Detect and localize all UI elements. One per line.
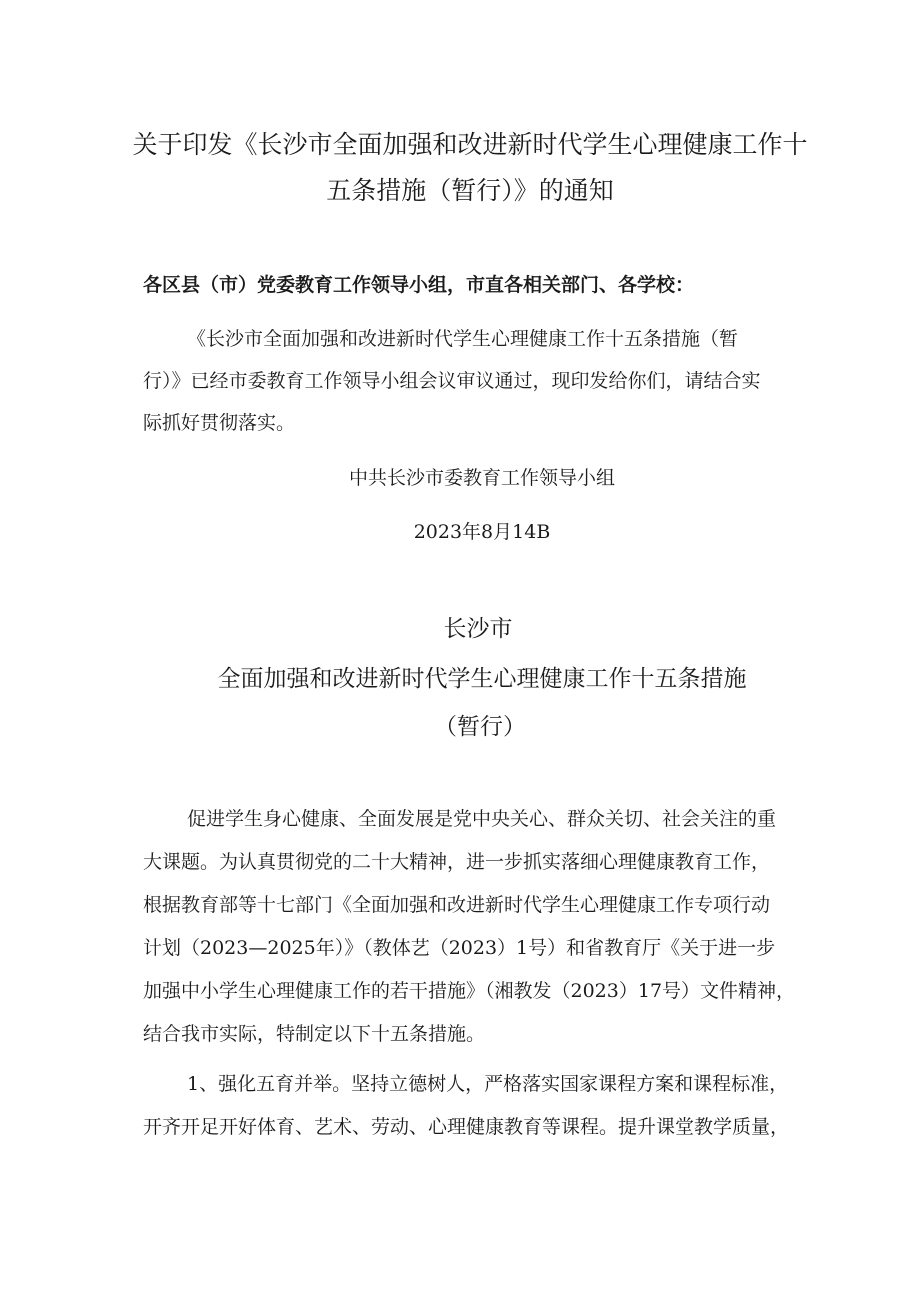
preamble-line: 结合我市实际，特制定以下十五条措施。 [143,1023,486,1045]
measure-1-paragraph [143,1063,833,1149]
notice-body-line: 际抓好贯彻落实。 [143,412,296,434]
document-body [143,798,833,1149]
notice-body-line: 行）》已经市委教育工作领导小组会议审议通过，现印发给你们，请结合实 [143,370,761,392]
preamble-paragraph [143,798,833,1056]
measure-1-line: 1、强化五育并举。坚持立德树人，严格落实国家课程方案和课程标准， [187,1073,789,1095]
preamble-line: 根据教育部等十七部门《全面加强和改进新时代学生心理健康工作专项行动 [143,894,771,916]
preamble-line: 计划（2023—2025年）》（教体艺（2023）1号）和省教育厅《关于进一步 [143,937,776,959]
notice-body-line: 《长沙市全面加强和改进新时代学生心理健康工作十五条措施（暂 [187,328,739,350]
notice-title-line: 关于印发《长沙市全面加强和改进新时代学生心理健康工作十 [132,130,808,159]
issue-date: 2023年8月14B [413,521,551,543]
preamble-line: 大课题。为认真贯彻党的二十大精神，进一步抓实落细心理健康教育工作， [143,851,771,873]
addressee: 各区县（市）党委教育工作领导小组，市直各相关部门、各学校： [143,274,695,296]
preamble-line: 促进学生身心健康、全面发展是党中央关心、群众关切、社会关注的重 [187,808,777,830]
document-title-provisional: （暂行） [434,714,526,740]
notice-body [143,318,829,444]
measure-1-line: 开齐开足开好体育、艺术、劳动、心理健康教育等课程。提升课堂教学质量， [143,1116,790,1138]
issuer-signature: 中共长沙市委教育工作领导小组 [348,467,615,489]
document-title-city: 长沙市 [443,616,513,642]
document-title-main: 全面加强和改进新时代学生心理健康工作十五条措施 [217,666,747,692]
notice-title [120,122,820,214]
preamble-line: 加强中小学生心理健康工作的若干措施》（湘教发（2023）17号）文件精神， [143,980,796,1002]
notice-title-line: 五条措施（暂行）》的通知 [326,176,614,205]
